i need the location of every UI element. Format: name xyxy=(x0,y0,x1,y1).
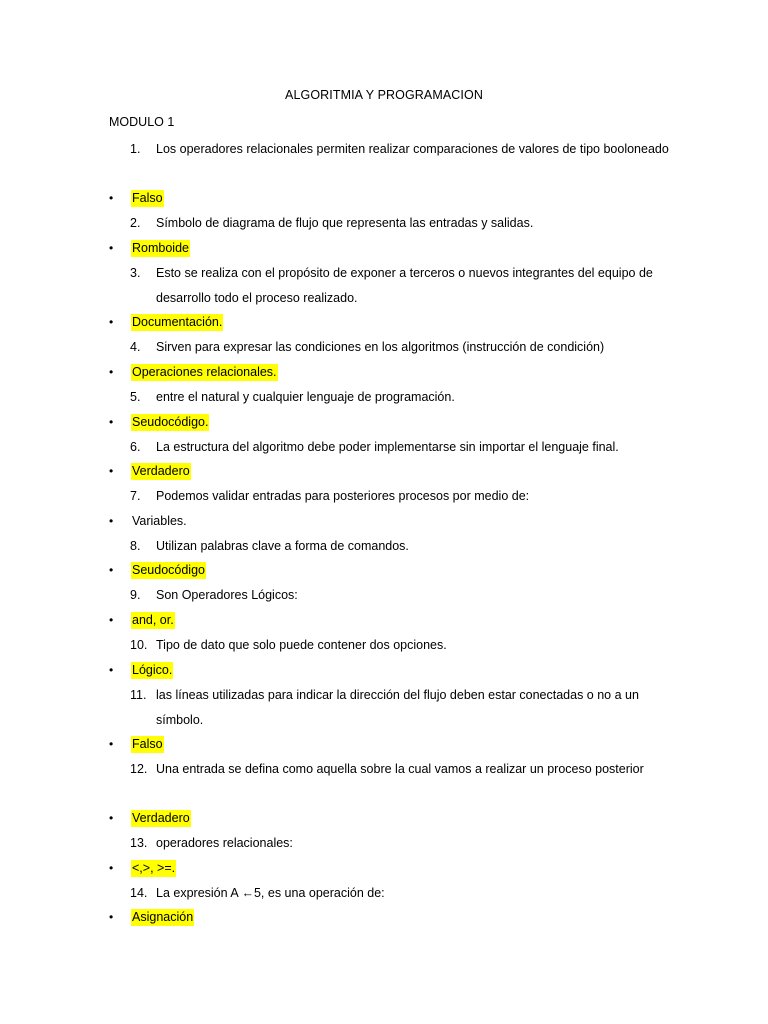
question-text: entre el natural y cualquier lenguaje de programación. xyxy=(156,390,455,404)
question-4 xyxy=(130,335,670,360)
question-text: Esto se realiza con el propósito de exponer a terceros o nuevos integrantes del equipo de desarrollo todo el proceso realizado. xyxy=(156,266,653,305)
question-number: 10. xyxy=(130,638,148,652)
answer-11 xyxy=(109,734,164,754)
question-number: 2. xyxy=(130,216,141,230)
answer-text: Romboide xyxy=(132,241,189,255)
answer-text: Asignación xyxy=(132,910,194,924)
bullet: • xyxy=(109,464,114,478)
question-text: las líneas utilizadas para indicar la dirección del flujo deben estar conectadas o no a un símbolo. xyxy=(156,688,639,727)
question-number: 8. xyxy=(130,539,141,553)
answer-text: and, or. xyxy=(132,613,174,627)
answer-text: Operaciones relacionales. xyxy=(132,365,277,379)
question-number: 7. xyxy=(130,489,141,503)
question-number: 11. xyxy=(130,688,147,702)
question-text: Sirven para expresar las condiciones en los algoritmos (instrucción de condición) xyxy=(156,340,605,354)
question-text: Los operadores relacionales permiten realizar comparaciones de valores de tipo booloneado xyxy=(156,142,669,156)
question-10 xyxy=(130,633,670,658)
question-number: 3. xyxy=(130,266,141,280)
answer-5 xyxy=(109,412,209,432)
question-7 xyxy=(130,484,670,509)
bullet: • xyxy=(109,663,114,677)
bullet: • xyxy=(109,315,114,329)
question-3 xyxy=(130,261,670,311)
answer-13 xyxy=(109,858,176,878)
answer-text: Documentación. xyxy=(132,315,223,329)
answer-text: Seudocódigo xyxy=(132,563,205,577)
answer-text: Variables. xyxy=(132,514,187,528)
bullet: • xyxy=(109,613,114,627)
answer-1 xyxy=(109,188,164,208)
question-8 xyxy=(130,534,670,559)
bullet: • xyxy=(109,910,114,924)
question-number: 6. xyxy=(130,440,141,454)
module-heading: MODULO 1 xyxy=(109,115,175,129)
question-number: 12. xyxy=(130,762,148,776)
answer-text: Verdadero xyxy=(132,464,190,478)
question-number: 4. xyxy=(130,340,141,354)
question-number: 5. xyxy=(130,390,141,404)
document-title: ALGORITMIA Y PROGRAMACION xyxy=(285,88,483,102)
answer-text: Verdadero xyxy=(132,811,190,825)
question-14 xyxy=(130,881,670,906)
bullet: • xyxy=(109,241,114,255)
question-1 xyxy=(130,137,670,162)
question-9 xyxy=(130,583,670,608)
bullet: • xyxy=(109,563,114,577)
bullet: • xyxy=(109,415,114,429)
question-text: Utilizan palabras clave a forma de comandos. xyxy=(156,539,409,553)
question-text: Son Operadores Lógicos: xyxy=(156,588,298,602)
answer-8 xyxy=(109,560,206,580)
answer-7 xyxy=(109,511,188,531)
question-number: 1. xyxy=(130,142,141,156)
question-text: Tipo de dato que solo puede contener dos opciones. xyxy=(156,638,447,652)
answer-text: Lógico. xyxy=(132,663,173,677)
question-12 xyxy=(130,757,670,782)
question-text: Podemos validar entradas para posteriores procesos por medio de: xyxy=(156,489,530,503)
answer-9 xyxy=(109,610,175,630)
answer-10 xyxy=(109,660,173,680)
bullet: • xyxy=(109,861,114,875)
question-text: Una entrada se defina como aquella sobre la cual vamos a realizar un proceso posterior xyxy=(156,762,644,776)
answer-text: Seudocódigo. xyxy=(132,415,209,429)
question-text: La expresión A ←5, es una operación de: xyxy=(156,886,385,900)
question-text: operadores relacionales: xyxy=(156,836,293,850)
answer-text: Falso xyxy=(132,191,163,205)
question-5 xyxy=(130,385,670,410)
question-number: 13. xyxy=(130,836,148,850)
question-13 xyxy=(130,831,670,856)
question-6 xyxy=(130,435,670,460)
bullet: • xyxy=(109,514,114,528)
answer-2 xyxy=(109,238,190,258)
answer-14 xyxy=(109,907,194,927)
bullet: • xyxy=(109,737,114,751)
question-number: 9. xyxy=(130,588,141,602)
bullet: • xyxy=(109,365,114,379)
question-text: Símbolo de diagrama de flujo que representa las entradas y salidas. xyxy=(156,216,534,230)
answer-6 xyxy=(109,461,191,481)
answer-12 xyxy=(109,808,191,828)
question-number: 14. xyxy=(130,886,148,900)
bullet: • xyxy=(109,811,114,825)
answer-text: <,>, >=. xyxy=(132,861,176,875)
answer-3 xyxy=(109,312,223,332)
question-11 xyxy=(130,683,670,733)
answer-4 xyxy=(109,362,278,382)
question-2 xyxy=(130,211,670,236)
question-text: La estructura del algoritmo debe poder implementarse sin importar el lenguaje final. xyxy=(156,440,619,454)
bullet: • xyxy=(109,191,114,205)
answer-text: Falso xyxy=(132,737,163,751)
